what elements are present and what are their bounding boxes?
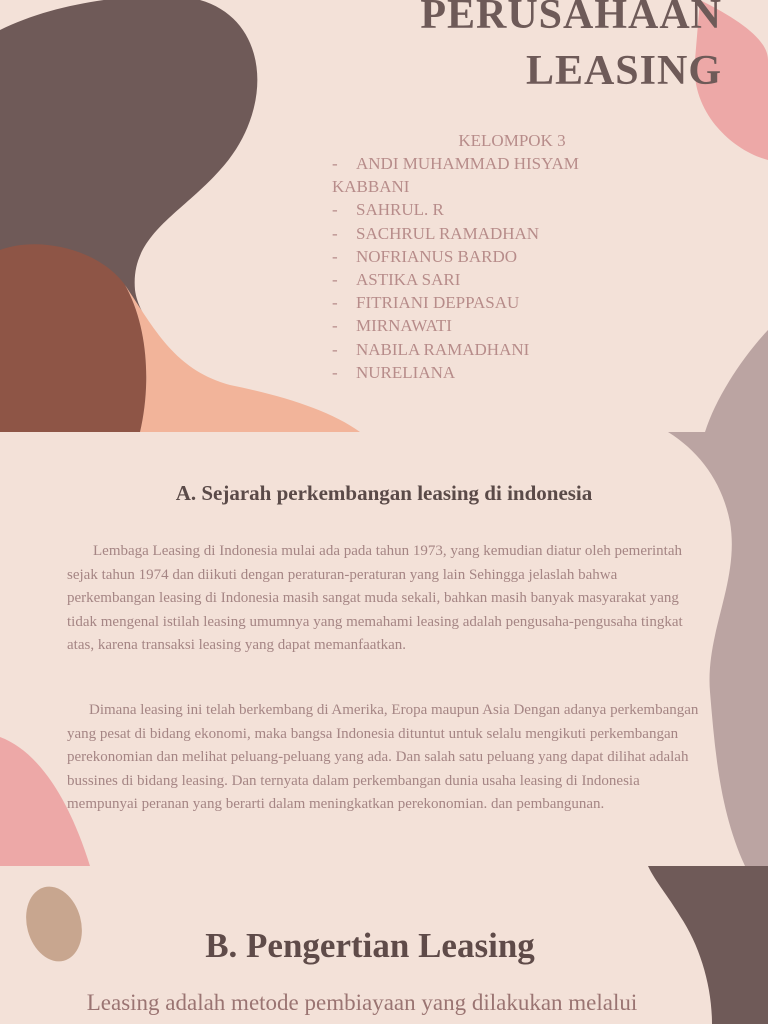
- peach-blob: [125, 285, 360, 432]
- history-paragraph-1: Lembaga Leasing di Indonesia mulai ada pada tahun 1973, yang kemudian diatur oleh pemerintah sejak tahun 1974 dan diikuti dengan peraturan-peraturan yang lain Sehingga jelaslah bahwa perkembangan leasing di Indonesia masih sangat muda sekali, bahkan masih banyak masyarakat yang tidak mengenal istilah leasing umumnya yang memahami leasing adalah pengusaha-pengusaha tingkat atas, karena transaksi leasing yang dapat memanfaatkan.: [67, 543, 683, 653]
- list-item: - SACHRUL RAMADHAN: [332, 223, 540, 243]
- history-paragraph-2: Dimana leasing ini telah berkembang di Amerika, Eropa maupun Asia Dengan adanya perkembangan yang pesat di bidang ekonomi, maka bangsa Indonesia dituntut untuk selalu mengikuti perkembangan perekonomian dan melihat peluang-peluang yang ada. Dan salah satu peluang yang dapat dilihat adalah bussines di bidang leasing. Dan ternyata dalam perkembangan dunia usaha leasing di Indonesia mempunyai peranan yang berarti dalam meningkatkan perekonomian. dan pembangunan.: [67, 702, 699, 812]
- list-item: - ASTIKA SARI: [332, 270, 461, 290]
- group-label: KELOMPOK 3: [458, 131, 566, 150]
- definition-lead: Leasing adalah metode pembiayaan yang dilakukan melalui: [86, 990, 638, 1015]
- member-list: [332, 152, 632, 384]
- title-line-1: PERUSAHAAN: [420, 0, 722, 38]
- list-item: - ANDI MUHAMMAD HISYAM: [332, 154, 579, 173]
- list-item: - SAHRUL. R: [332, 200, 444, 220]
- title-line-2: LEASING: [525, 48, 722, 94]
- list-item: - NABILA RAMADHANI: [332, 339, 530, 359]
- list-item: - NURELIANA: [332, 362, 456, 382]
- slide-history: [0, 432, 768, 866]
- section-a-heading: A. Sejarah perkembangan leasing di indonesia: [175, 481, 593, 505]
- slide-title: [0, 0, 768, 432]
- list-item: - FITRIANI DEPPASAU: [332, 293, 520, 313]
- list-item: - NOFRIANUS BARDO: [332, 246, 518, 266]
- list-item: - MIRNAWATI: [332, 316, 452, 336]
- section-b-heading: B. Pengertian Leasing: [205, 926, 535, 965]
- slide-definition: [0, 866, 768, 1024]
- mauve-blob-right: [705, 330, 768, 432]
- list-item: KABBANI: [332, 177, 410, 197]
